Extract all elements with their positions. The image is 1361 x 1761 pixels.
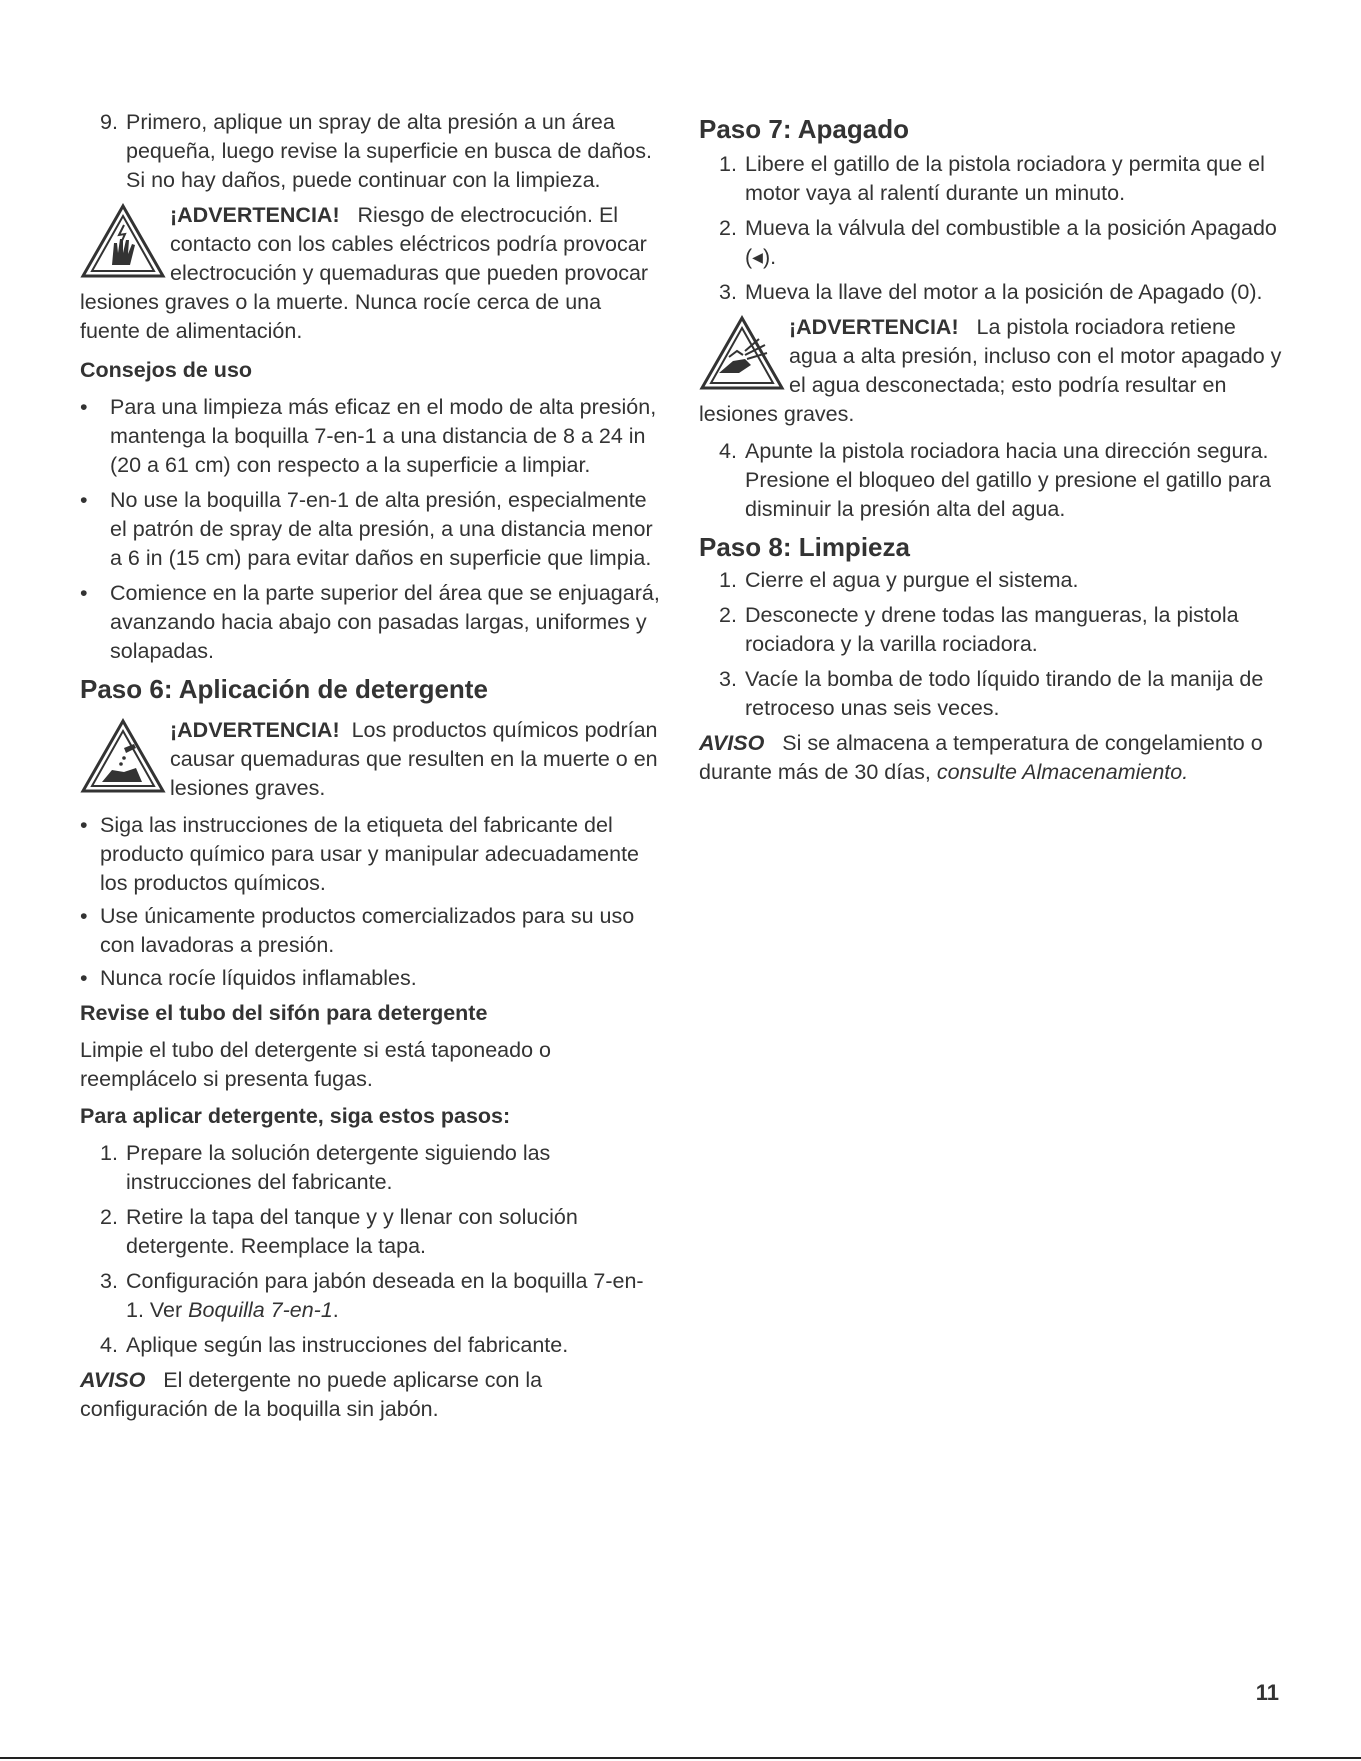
bullet-text: Nunca rocíe líquidos inflamables. bbox=[100, 966, 417, 990]
step-9-list bbox=[80, 108, 660, 195]
step-text: Configuración para jabón deseada en la boquilla 7-en-1. Ver bbox=[126, 1269, 644, 1322]
step-number: 4. bbox=[719, 439, 737, 463]
list-item bbox=[80, 1331, 660, 1360]
step-text-end: . bbox=[332, 1298, 339, 1322]
bullet-text: Siga las instrucciones de la etiqueta del fabricante del producto químico para usar y manipular adecuadamente los productos químicos. bbox=[100, 813, 640, 895]
step-text: Desconecte y drene todas las mangueras, la pistola rociadora y la varilla rociadora. bbox=[745, 603, 1239, 656]
right-column bbox=[699, 108, 1289, 787]
list-item bbox=[80, 486, 660, 573]
bullet: • bbox=[80, 581, 88, 605]
cross-reference: consulte Almacenamiento. bbox=[936, 760, 1189, 784]
siphon-text: Limpie el tubo del detergente si está taponeado o reemplácelo si presenta fugas. bbox=[80, 1038, 551, 1091]
step-text: Cierre el agua y purgue el sistema. bbox=[745, 568, 1079, 592]
step-number: 3. bbox=[719, 667, 737, 691]
warning-text: La pistola rociadora retiene agua a alta presión, incluso con el motor apagado y el agua desconectada; esto podría resultar en lesiones graves. bbox=[699, 315, 1282, 426]
list-item bbox=[699, 214, 1289, 272]
step-text: Libere el gatillo de la pistola rociadora y permita que el motor vaya al ralentí durante un minuto. bbox=[745, 152, 1265, 205]
section-heading-step-7: Paso 7: Apagado bbox=[699, 114, 909, 144]
bullet: • bbox=[80, 395, 88, 419]
list-item bbox=[699, 150, 1289, 208]
warning-label: ¡ADVERTENCIA! bbox=[170, 203, 340, 227]
off-arrow-icon: ◂ bbox=[752, 245, 763, 269]
step-text: Primero, aplique un spray de alta presión a un área pequeña, luego revise la superficie en busca de daños. Si no hay daños, puede continuar con la limpieza. bbox=[126, 110, 652, 192]
list-item bbox=[699, 437, 1289, 524]
step-text: Aplique según las instrucciones del fabricante. bbox=[126, 1333, 569, 1357]
step-number: 9. bbox=[100, 110, 118, 134]
detergent-bullets bbox=[80, 811, 660, 993]
step-text: Apunte la pistola rociadora hacia una dirección segura. Presione el bloqueo del gatillo y presione el gatillo para disminuir la presión alta del agua. bbox=[745, 439, 1271, 521]
tips-heading: Consejos de uso bbox=[80, 358, 253, 382]
tip-text: No use la boquilla 7-en-1 de alta presión, especialmente el patrón de spray de alta presión, a una distancia menor a 6 in (15 cm) para evitar daños en superficie que limpia. bbox=[110, 488, 653, 570]
notice-label: AVISO bbox=[80, 1368, 146, 1392]
step-text: Vacíe la bomba de todo líquido tirando de la manija de retroceso unas seis veces. bbox=[745, 667, 1264, 720]
warning-text: Los productos químicos podrían causar quemaduras que resulten en la muerte o en lesiones graves. bbox=[170, 718, 658, 800]
list-item bbox=[80, 902, 660, 960]
step-number: 3. bbox=[100, 1269, 118, 1293]
high-pressure-injection-warning-icon bbox=[699, 315, 785, 393]
list-item bbox=[699, 601, 1289, 659]
bullet: • bbox=[80, 966, 88, 990]
list-item bbox=[80, 1203, 660, 1261]
list-item bbox=[699, 278, 1289, 307]
step-number: 4. bbox=[100, 1333, 118, 1357]
siphon-heading: Revise el tubo del sifón para detergente bbox=[80, 1001, 488, 1025]
chemical-warning bbox=[80, 716, 660, 803]
step-number: 2. bbox=[719, 603, 737, 627]
list-item bbox=[80, 1139, 660, 1197]
bullet-text: Use únicamente productos comercializados para su uso con lavadoras a presión. bbox=[100, 904, 635, 957]
tips-list bbox=[80, 393, 660, 666]
step-number: 3. bbox=[719, 280, 737, 304]
step-7-list bbox=[699, 150, 1289, 307]
list-item bbox=[80, 393, 660, 480]
step-text-end: ). bbox=[762, 245, 777, 269]
step-7-list-continued bbox=[699, 437, 1289, 524]
storage-notice bbox=[699, 729, 1289, 787]
section-heading-step-6: Paso 6: Aplicación de detergente bbox=[80, 674, 488, 704]
step-number: 2. bbox=[719, 216, 737, 240]
section-heading-step-8: Paso 8: Limpieza bbox=[699, 532, 910, 562]
list-item bbox=[80, 579, 660, 666]
electrocution-warning bbox=[80, 201, 660, 346]
tip-text: Para una limpieza más eficaz en el modo de alta presión, mantenga la boquilla 7-en-1 a una distancia de 8 a 24 in (20 a 61 cm) con respecto a la superficie a limpiar. bbox=[110, 395, 657, 477]
high-pressure-warning bbox=[699, 313, 1289, 429]
chemical-burn-warning-icon bbox=[80, 718, 166, 796]
step-text: Mueva la válvula del combustible a la posición Apagado ( bbox=[745, 216, 1277, 269]
step-text: Prepare la solución detergente siguiendo las instrucciones del fabricante. bbox=[126, 1141, 551, 1194]
warning-text: Riesgo de electrocución. El contacto con los cables eléctricos podría provocar electrocución y quemaduras que pueden provocar lesiones graves o la muerte. Nunca rocíe cerca de una fuente de alimentación. bbox=[80, 203, 649, 343]
list-item bbox=[80, 108, 660, 195]
apply-heading: Para aplicar detergente, siga estos pasos: bbox=[80, 1104, 511, 1128]
step-8-list bbox=[699, 566, 1289, 723]
warning-label: ¡ADVERTENCIA! bbox=[170, 718, 340, 742]
electrocution-warning-icon bbox=[80, 203, 166, 281]
cross-reference: Boquilla 7-en-1 bbox=[188, 1298, 333, 1322]
warning-label: ¡ADVERTENCIA! bbox=[789, 315, 959, 339]
apply-steps-list bbox=[80, 1139, 660, 1360]
list-item bbox=[699, 665, 1289, 723]
step-number: 1. bbox=[100, 1141, 118, 1165]
left-column bbox=[80, 108, 660, 1424]
step-number: 1. bbox=[719, 568, 737, 592]
list-item bbox=[80, 811, 660, 898]
notice-label: AVISO bbox=[699, 731, 765, 755]
step-text: Mueva la llave del motor a la posición de Apagado (0). bbox=[745, 280, 1263, 304]
tip-text: Comience en la parte superior del área que se enjuagará, avanzando hacia abajo con pasadas largas, uniformes y solapadas. bbox=[110, 581, 660, 663]
notice-text: Si se almacena a temperatura de congelamiento o durante más de 30 días, bbox=[699, 731, 1263, 784]
list-item bbox=[699, 566, 1289, 595]
list-item bbox=[80, 1267, 660, 1325]
bullet: • bbox=[80, 488, 88, 512]
bullet: • bbox=[80, 904, 88, 928]
list-item bbox=[80, 964, 660, 993]
step-number: 2. bbox=[100, 1205, 118, 1229]
page-number: 11 bbox=[1255, 1680, 1279, 1705]
detergent-notice bbox=[80, 1366, 660, 1424]
step-text: Retire la tapa del tanque y y llenar con solución detergente. Reemplace la tapa. bbox=[126, 1205, 578, 1258]
step-number: 1. bbox=[719, 152, 737, 176]
bottom-rule bbox=[0, 1757, 1361, 1759]
notice-text: El detergente no puede aplicarse con la configuración de la boquilla sin jabón. bbox=[80, 1368, 543, 1421]
bullet: • bbox=[80, 813, 88, 837]
